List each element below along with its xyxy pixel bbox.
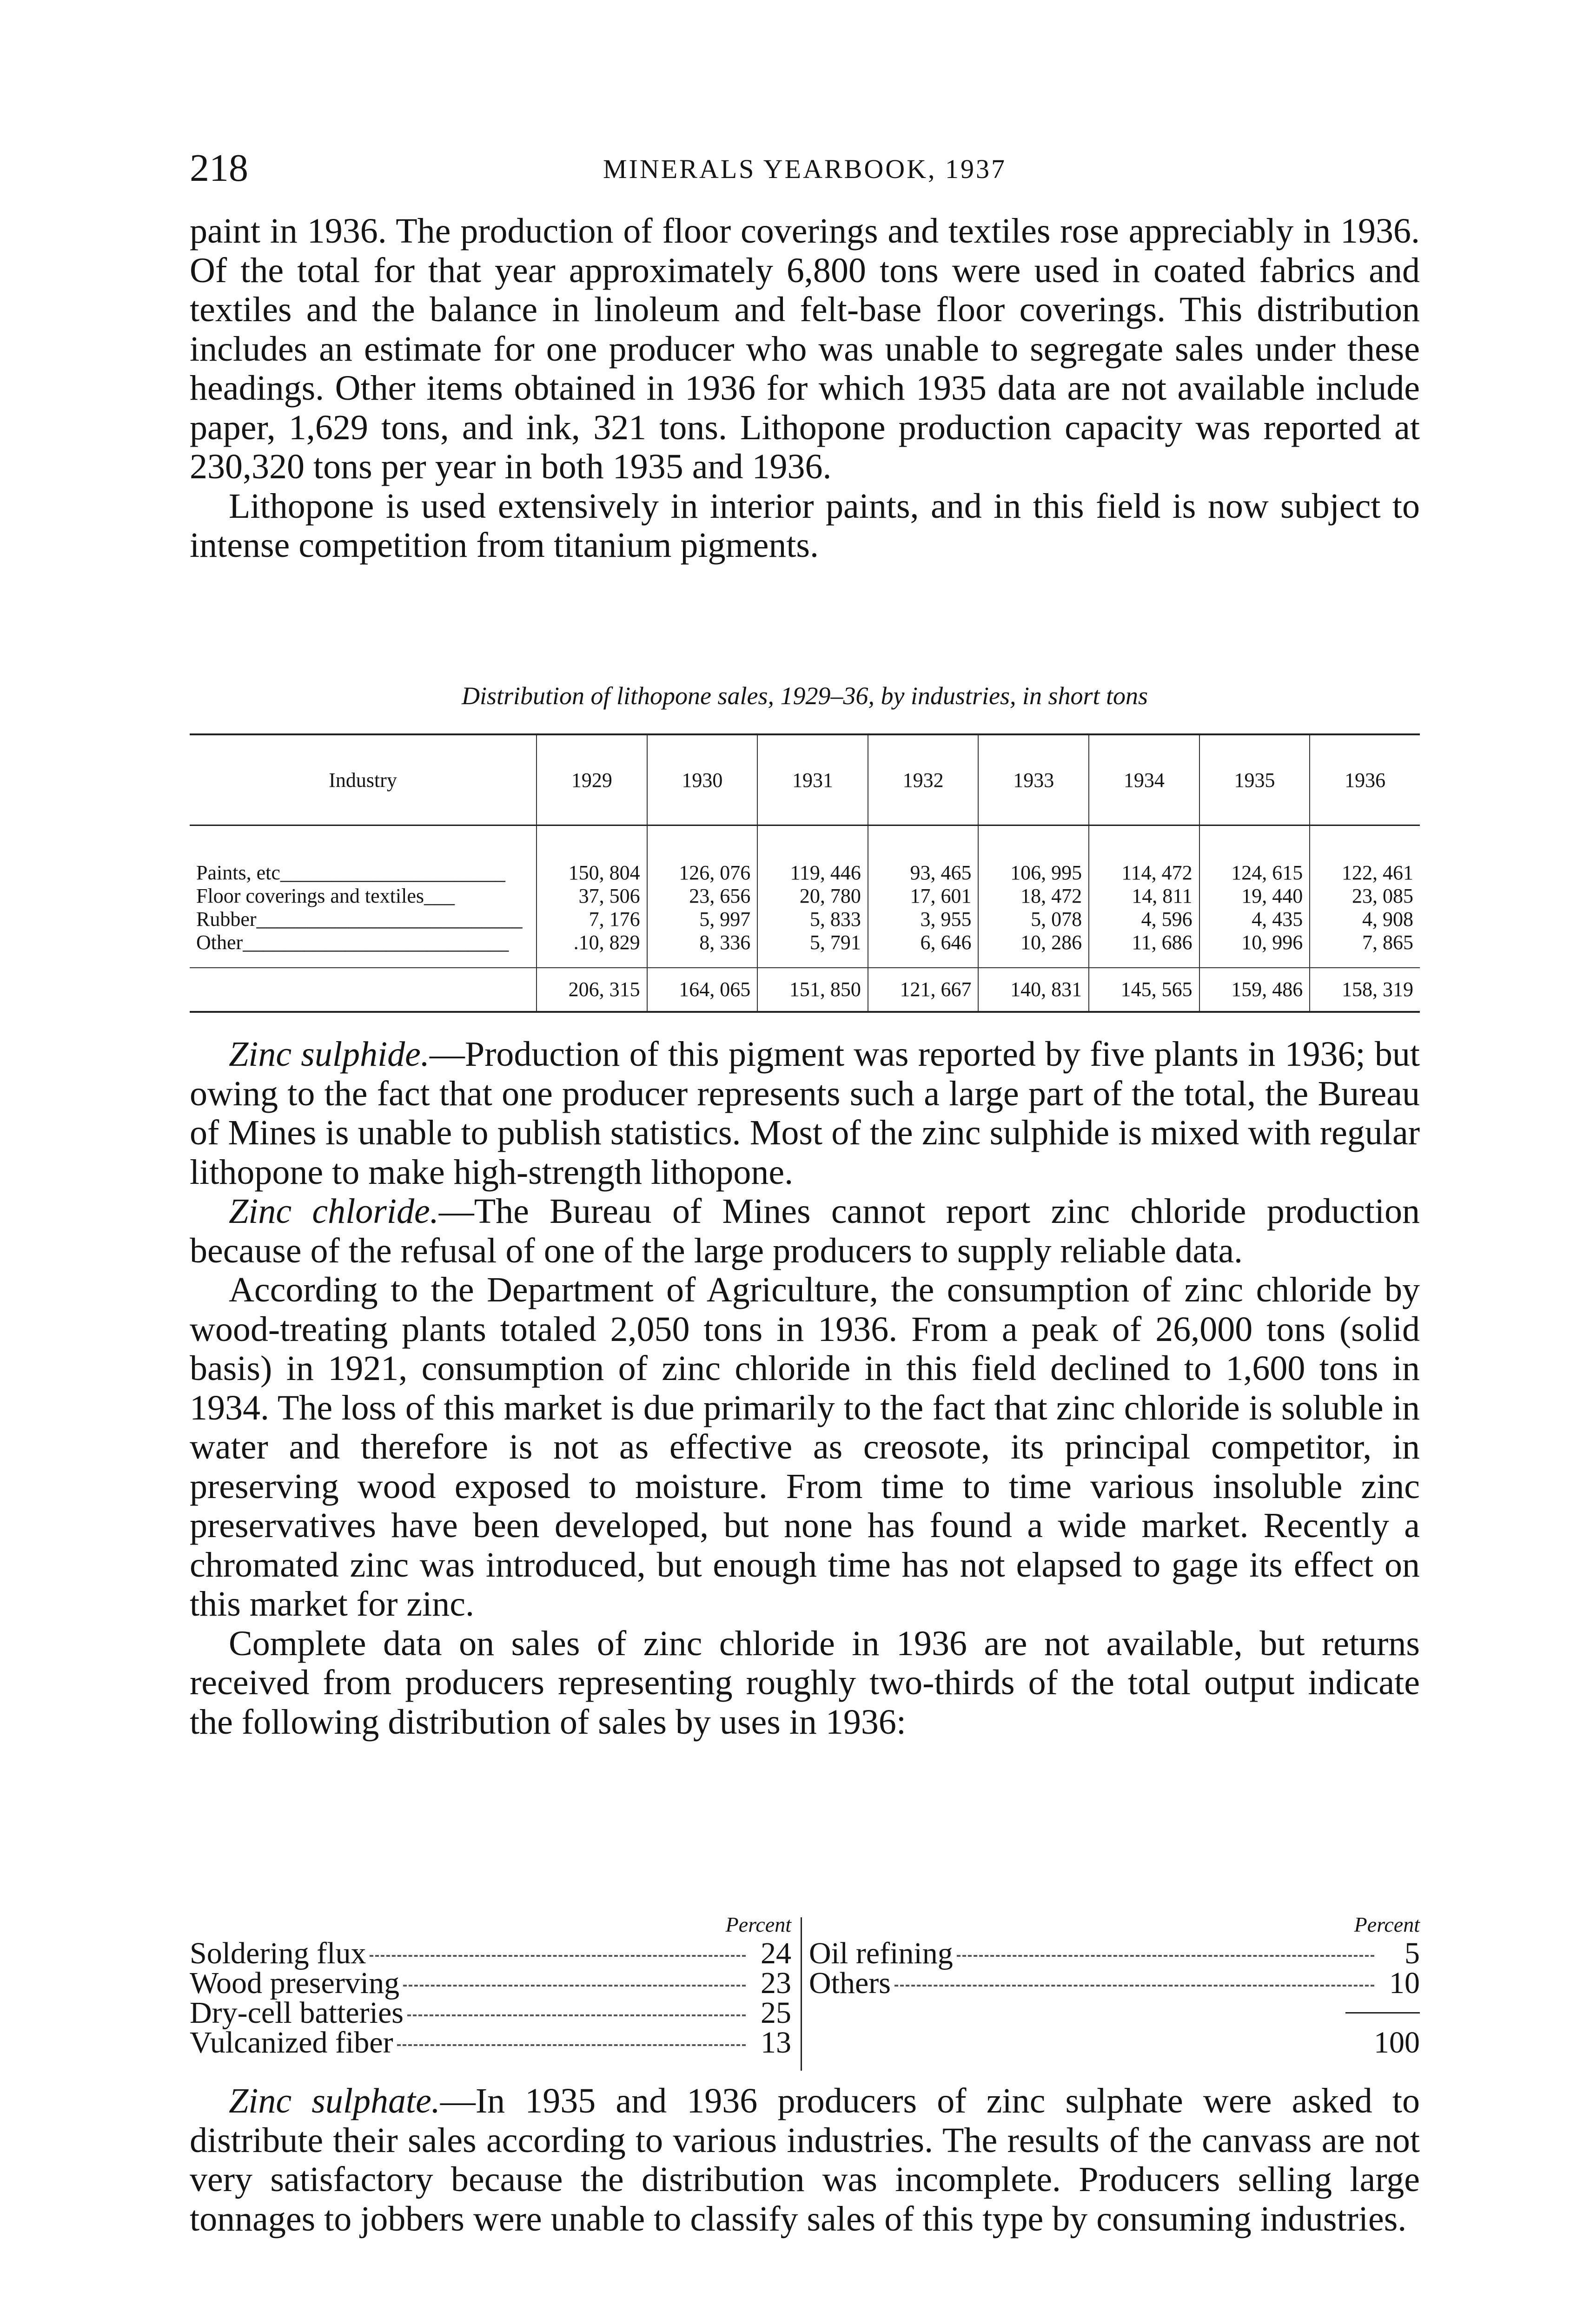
table-cell: 5, 997 (647, 908, 758, 931)
table-cell: 5, 791 (757, 931, 868, 968)
table-cell: 3, 955 (868, 908, 979, 931)
total-cell: 164, 065 (647, 968, 758, 1012)
percent-header: Percent (725, 1913, 791, 1936)
total-cell: 151, 850 (757, 968, 868, 1012)
row-label: Floor coverings and textiles___ (196, 885, 455, 907)
zinc-section (190, 1035, 1420, 1742)
list-item: Wood preserving 23 (190, 1966, 791, 2000)
page-header (190, 145, 1420, 196)
page-number: 218 (190, 146, 248, 190)
list-item: Others 10 (809, 1966, 1420, 2000)
table-total-row (190, 968, 1420, 1012)
list-item: Oil refining 5 (809, 1936, 1420, 1970)
total-cell: 206, 315 (537, 968, 647, 1012)
paragraph-complete-data: Complete data on sales of zinc chloride in 1936 are not available, but returns received from producers representing roughly two-thirds of the total output indicate the following distribution of sales by uses in 1936: (190, 1624, 1420, 1742)
table-cell: 7, 865 (1310, 931, 1420, 968)
column-header-year: 1935 (1199, 734, 1310, 825)
column-header-year: 1931 (757, 734, 868, 825)
uses-right-column (809, 1913, 1420, 2058)
row-label: Rubber__________________________ (196, 908, 523, 931)
table-cell: 23, 085 (1310, 885, 1420, 908)
table-cell: 7, 176 (537, 908, 647, 931)
table-cell: 6, 646 (868, 931, 979, 968)
paragraph-lithopone-uses: paint in 1936. The production of floor coverings and textiles rose appreciably in 1936. Of the total for that year approximately 6,800 tons were used in coated fabrics and textiles and the balance in linoleum and felt-base floor coverings. This distribution includes an estimate for one producer who was unable to segregate sales under these headings. Other items obtained in 1936 for which 1935 data are not available include paper, 1,629 tons, and ink, 321 tons. Lithopone production capacity was reported at 230,320 tons per year in both 1935 and 1936. (190, 211, 1420, 486)
column-header-year: 1930 (647, 734, 758, 825)
row-label: Paints, etc______________________ (196, 861, 505, 884)
total-cell: 140, 831 (978, 968, 1089, 1012)
table-cell: 4, 435 (1199, 908, 1310, 931)
table-cell: 10, 996 (1199, 931, 1310, 968)
table-cell: 14, 811 (1089, 885, 1199, 908)
intro-section (190, 211, 1420, 565)
table-cell: .10, 829 (537, 931, 647, 968)
table-cell: 20, 780 (757, 885, 868, 908)
subhead-zinc-chloride: Zinc chloride. (229, 1192, 439, 1231)
list-item: Dry-cell batteries 25 (190, 1996, 791, 2030)
table-cell: 4, 596 (1089, 908, 1199, 931)
total-value: 100 (1374, 2026, 1420, 2060)
paragraph-lithopone-competition: Lithopone is used extensively in interior paints, and in this field is now subject to intense competition from titanium pigments. (190, 486, 1420, 565)
table-cell: 17, 601 (868, 885, 979, 908)
paragraph-agriculture: According to the Department of Agriculture, the consumption of zinc chloride by wood-treating plants totaled 2,050 tons in 1936. From a peak of 26,000 tons (solid basis) in 1921, consumption of zinc chloride in this field declined to 1,600 tons in 1934. The loss of this market is due primarily to the fact that zinc chloride is soluble in water and therefore is not as effective as creosote, its principal competitor, in preserving wood exposed to moisture. From time to time various insoluble zinc preservatives have been developed, but none has found a wide market. Recently a chromated zinc was introduced, but enough time has not elapsed to gage its effect on this market for zinc. (190, 1270, 1420, 1624)
column-header-industry: Industry (190, 734, 537, 825)
table-cell: 19, 440 (1199, 885, 1310, 908)
table-cell: 10, 286 (978, 931, 1089, 968)
table-cell: 18, 472 (978, 885, 1089, 908)
total-row (809, 2028, 1420, 2058)
total-rule (809, 1998, 1420, 2028)
column-header-year: 1929 (537, 734, 647, 825)
table-cell: 8, 336 (647, 931, 758, 968)
total-cell: 145, 565 (1089, 968, 1199, 1012)
table-cell: 114, 472 (1089, 825, 1199, 885)
column-header-year: 1932 (868, 734, 979, 825)
subhead-zinc-sulphide: Zinc sulphide. (229, 1035, 430, 1074)
total-cell: 121, 667 (868, 968, 979, 1012)
total-cell: 159, 486 (1199, 968, 1310, 1012)
table-row (190, 825, 1420, 885)
list-item: Soldering flux 24 (190, 1936, 791, 1970)
table-row (190, 885, 1420, 908)
table-cell: 106, 995 (978, 825, 1089, 885)
zinc-sulphate-section (190, 2081, 1420, 2238)
table-cell: 11, 686 (1089, 931, 1199, 968)
percent-header: Percent (1354, 1913, 1420, 1936)
total-label-cell (190, 968, 537, 1012)
table-cell: 124, 615 (1199, 825, 1310, 885)
column-header-year: 1933 (978, 734, 1089, 825)
table-cell: 5, 078 (978, 908, 1089, 931)
zinc-chloride-uses-table (190, 1913, 1420, 2071)
table-cell: 4, 908 (1310, 908, 1420, 931)
table-cell: 119, 446 (757, 825, 868, 885)
table-cell: 93, 465 (868, 825, 979, 885)
table-cell: 126, 076 (647, 825, 758, 885)
table-cell: 150, 804 (537, 825, 647, 885)
table-cell: 5, 833 (757, 908, 868, 931)
column-header-year: 1936 (1310, 734, 1420, 825)
paragraph-zinc-sulphate: Zinc sulphate.—In 1935 and 1936 producers of zinc sulphate were asked to distribute their sales according to various industries. The results of the canvass are not very satisfactory because the distribution was incomplete. Producers selling large tonnages to jobbers were unable to classify sales of this type by consuming industries. (190, 2081, 1420, 2238)
table-cell: 122, 461 (1310, 825, 1420, 885)
table-cell: 37, 506 (537, 885, 647, 908)
column-header-year: 1934 (1089, 734, 1199, 825)
total-cell: 158, 319 (1310, 968, 1420, 1012)
table-cell: 23, 656 (647, 885, 758, 908)
running-title: MINERALS YEARBOOK, 1937 (603, 154, 1007, 184)
row-label: Other__________________________ (196, 931, 509, 954)
column-divider (801, 1917, 802, 2071)
table-row (190, 931, 1420, 968)
table-row (190, 908, 1420, 931)
subhead-zinc-sulphate: Zinc sulphate. (229, 2081, 440, 2120)
paragraph-zinc-chloride: Zinc chloride.—The Bureau of Mines cannot report zinc chloride production because of the refusal of one of the large producers to supply reliable data. (190, 1192, 1420, 1270)
uses-left-column (190, 1913, 791, 2058)
table-header-row (190, 734, 1420, 825)
lithopone-sales-table (190, 733, 1420, 1013)
table-caption: Distribution of lithopone sales, 1929–36, by industries, in short tons (461, 682, 1148, 710)
list-item: Vulcanized fiber 13 (190, 2026, 791, 2060)
paragraph-zinc-sulphide: Zinc sulphide.—Production of this pigment was reported by five plants in 1936; but owing to the fact that one producer represents such a large part of the total, the Bureau of Mines is unable to publish statistics. Most of the zinc sulphide is mixed with regular lithopone to make high-strength lithopone. (190, 1035, 1420, 1192)
